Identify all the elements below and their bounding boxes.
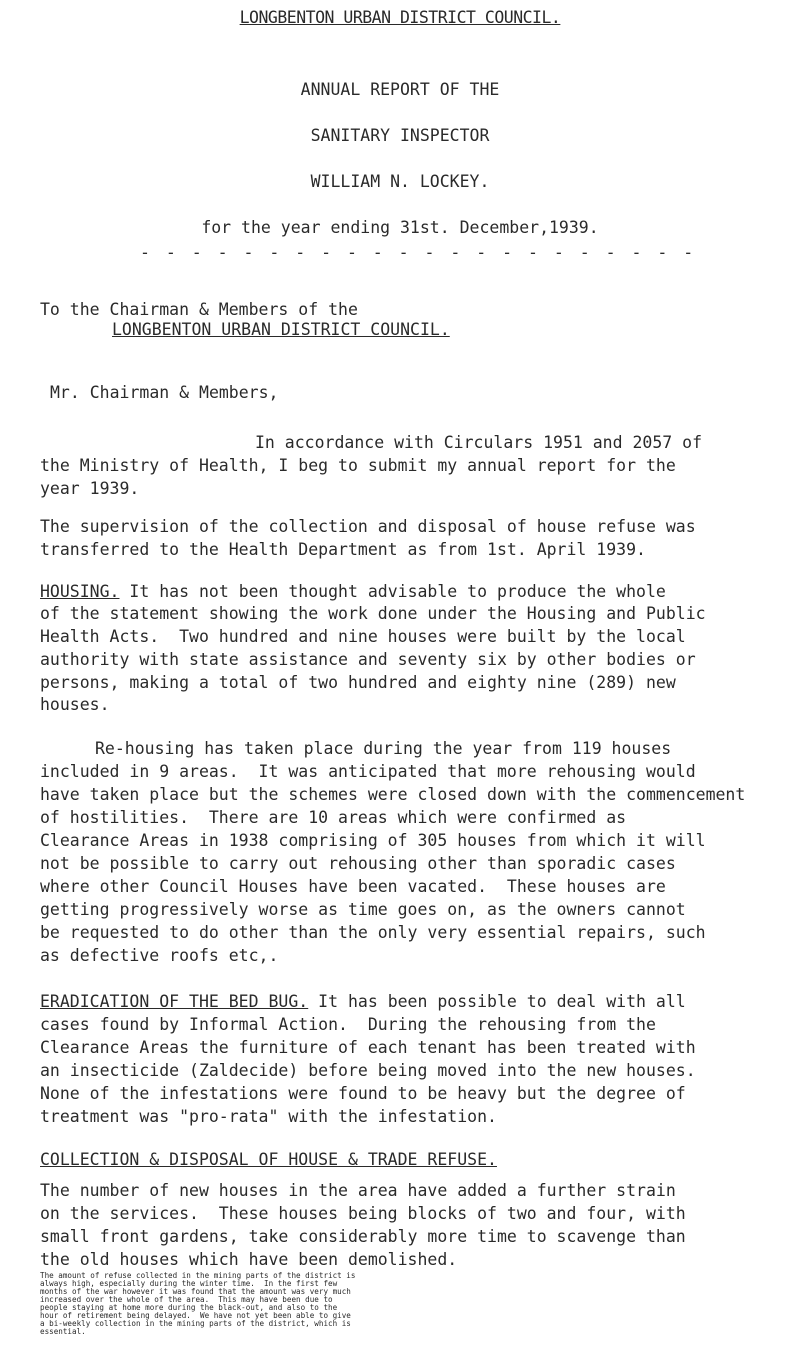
housing-line: of the statement showing the work done under the Housing and Public: [40, 604, 706, 623]
bed-bug-line: an insecticide (Zaldecide) before being moved into the new houses.: [40, 1061, 696, 1080]
housing-line: persons, making a total of two hundred and eighty nine (289) new: [40, 673, 676, 692]
housing-line: authority with state assistance and seventy six by other bodies or: [40, 650, 696, 669]
collection-line: small front gardens, take considerably more time to scavenge than: [40, 1227, 686, 1246]
collection-line: essential.: [40, 1327, 86, 1336]
bed-bug-heading: ERADICATION OF THE BED BUG.: [40, 992, 309, 1011]
collection-line: the old houses which have been demolished.: [40, 1250, 458, 1269]
rehousing-line: be requested to do other than the only very essential repairs, such: [40, 923, 706, 942]
council-heading: LONGBENTON URBAN DISTRICT COUNCIL.: [239, 8, 561, 27]
housing-line: houses.: [40, 695, 110, 714]
bed-bug-line: cases found by Informal Action. During the rehousing from the: [40, 1015, 656, 1034]
collection-line: people staying at home more during the black-out, and also to the: [40, 1303, 338, 1312]
collection-line: on the services. These houses being blocks of two and four, with: [40, 1204, 686, 1223]
collection-line: a bi-weekly collection in the mining parts of the district, which is: [40, 1319, 351, 1328]
bed-bug-line: treatment was "pro-rata" with the infestation.: [40, 1107, 497, 1126]
rehousing-line: Clearance Areas in 1938 comprising of 305 houses from which it will: [40, 831, 706, 850]
rehousing-line: included in 9 areas. It was anticipated that more rehousing would: [40, 762, 696, 781]
bed-bug-line: Clearance Areas the furniture of each tenant has been treated with: [40, 1038, 696, 1057]
rehousing-line: as defective roofs etc,.: [40, 946, 279, 965]
address-council: LONGBENTON URBAN DISTRICT COUNCIL.: [112, 320, 450, 339]
rehousing-line: getting progressively worse as time goes on, as the owners cannot: [40, 900, 686, 919]
bed-bug-line: None of the infestations were found to be heavy but the degree of: [40, 1084, 686, 1103]
address-line: To the Chairman & Members of the: [40, 300, 358, 319]
separator-line: - - - - - - - - - - - - - - - - - - - - - -: [140, 243, 697, 262]
housing-first-line: [40, 582, 666, 602]
rehousing-line: of hostilities. There are 10 areas which were confirmed as: [40, 808, 627, 827]
inspector-name: WILLIAM N. LOCKEY.: [310, 172, 490, 191]
report-title: ANNUAL REPORT OF THE: [300, 80, 500, 99]
rehousing-line: have taken place but the schemes were closed down with the commencement: [40, 785, 746, 804]
salutation: Mr. Chairman & Members,: [50, 383, 279, 402]
bed-bug-text: It has been possible to deal with all: [308, 992, 686, 1011]
collection-line: The amount of refuse collected in the mining parts of the district is: [40, 1271, 356, 1280]
refuse-note-line: transferred to the Health Department as from 1st. April 1939.: [40, 540, 646, 559]
intro-line: In accordance with Circulars 1951 and 2057 of: [255, 433, 703, 452]
report-period: for the year ending 31st. December,1939.: [201, 218, 599, 237]
refuse-note-line: The supervision of the collection and disposal of house refuse was: [40, 517, 696, 536]
bed-bug-first-line: [40, 992, 686, 1012]
housing-line: Health Acts. Two hundred and nine houses were built by the local: [40, 627, 686, 646]
housing-heading: HOUSING.: [40, 582, 120, 601]
housing-text: It has not been thought advisable to produce the whole: [119, 582, 666, 601]
rehousing-line: Re-housing has taken place during the year from 119 houses: [95, 739, 672, 758]
inspector-role: SANITARY INSPECTOR: [310, 126, 490, 145]
collection-line: always high, especially during the winter time. In the first few: [40, 1279, 338, 1288]
intro-line: year 1939.: [40, 479, 140, 498]
rehousing-line: not be possible to carry out rehousing other than sporadic cases: [40, 854, 676, 873]
collection-line: months of the war however it was found that the amount was very much: [40, 1287, 351, 1296]
collection-line: The number of new houses in the area have added a further strain: [40, 1181, 676, 1200]
intro-line: the Ministry of Health, I beg to submit my annual report for the: [40, 456, 676, 475]
rehousing-line: where other Council Houses have been vacated. These houses are: [40, 877, 666, 896]
collection-heading: COLLECTION & DISPOSAL OF HOUSE & TRADE REFUSE.: [40, 1150, 497, 1169]
collection-line: increased over the whole of the area. This may have been due to: [40, 1295, 333, 1304]
collection-line: hour of retirement being delayed. We have not yet been able to give: [40, 1311, 351, 1320]
